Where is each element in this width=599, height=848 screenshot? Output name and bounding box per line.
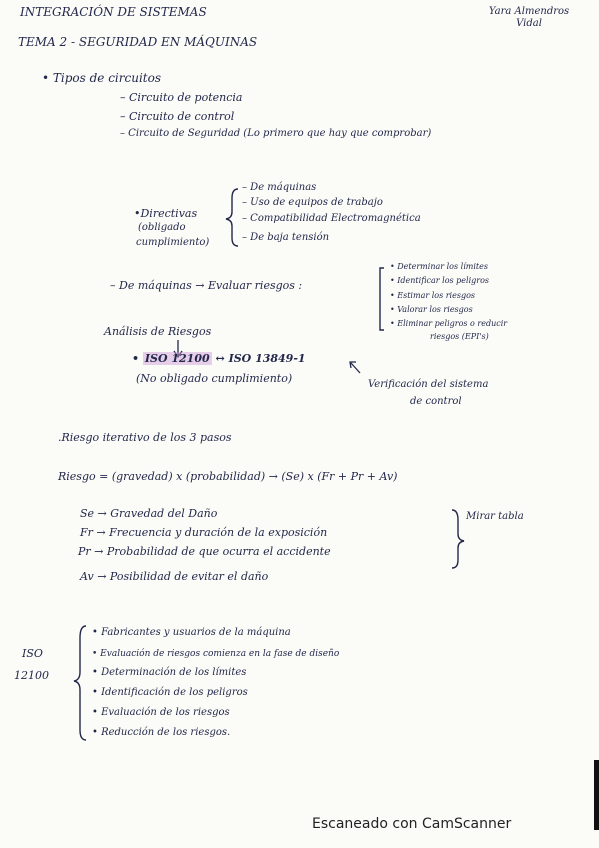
analysis-label: Análisis de Riesgos: [104, 325, 212, 338]
directive-item: – De baja tensión: [242, 232, 330, 243]
risk-term: Av → Posibilidad de evitar el daño: [80, 570, 269, 583]
directive-item: – Uso de equipos de trabajo: [242, 197, 383, 208]
circuit-item: – Circuito de control: [120, 110, 235, 123]
risk-iterative: .Riesgo iterativo de los 3 pasos: [58, 431, 232, 444]
see-table-note: Mirar tabla: [466, 511, 524, 522]
not-mandatory-note: (No obligado cumplimiento): [136, 372, 293, 385]
risk-step: • Determinar los límites: [390, 262, 488, 271]
directives-label: cumplimiento): [136, 237, 210, 248]
iso-brace: [74, 626, 86, 740]
directive-item: – De máquinas: [242, 182, 317, 193]
risk-formula: Riesgo = (gravedad) x (probabilidad) → (Se) x (Fr + Pr + Av): [58, 470, 398, 483]
verification-note: Verificación del sistema: [368, 379, 489, 390]
risk-term: Fr → Frecuencia y duración de la exposición: [80, 526, 328, 539]
subject-title: INTEGRACIÓN DE SISTEMAS: [20, 5, 207, 19]
directive-item: – Compatibilidad Electromagnética: [242, 213, 421, 224]
risk-step: • Estimar los riesgos: [390, 291, 475, 300]
iso-item: • Identificación de los peligros: [92, 687, 248, 698]
iso-13849: ISO 13849-1: [228, 352, 306, 365]
directives-label: •Directivas: [134, 207, 198, 220]
risk-term: Pr → Probabilidad de que ocurra el accidente: [78, 545, 331, 558]
iso-item: • Fabricantes y usuarios de la máquina: [92, 627, 291, 638]
directives-brace: [226, 189, 238, 246]
iso-bullet: •: [132, 352, 140, 365]
risk-term: Se → Gravedad del Daño: [80, 507, 218, 520]
evaluate-bracket: [380, 268, 384, 330]
verification-arrow: [350, 362, 360, 373]
circuit-item: – Circuito de Seguridad (Lo primero que hay que comprobar): [120, 128, 432, 139]
machines-flow: – De máquinas → Evaluar riesgos :: [110, 279, 303, 292]
risk-step: • Eliminar peligros o reducir: [390, 319, 508, 328]
directives-label: (obligado: [138, 222, 186, 233]
circuit-item: – Circuito de potencia: [120, 91, 243, 104]
iso-item: • Evaluación de los riesgos: [92, 707, 230, 718]
iso-item: • Reducción de los riesgos.: [92, 727, 231, 738]
risk-terms-brace: [452, 510, 464, 568]
scanner-watermark: Escaneado con CamScanner: [312, 816, 512, 832]
circuit-types-heading: • Tipos de circuitos: [42, 71, 161, 85]
page-edge-shadow: [594, 760, 599, 830]
iso-arrow: ↔: [215, 352, 225, 365]
iso-label: ISO: [22, 647, 43, 660]
iso-line: [132, 353, 306, 364]
iso-label: 12100: [14, 669, 49, 682]
topic-title: TEMA 2 - SEGURIDAD EN MÁQUINAS: [18, 35, 258, 49]
iso-item: • Evaluación de riesgos comienza en la fase de diseño: [92, 649, 340, 659]
verification-note: de control: [410, 396, 462, 407]
risk-step: • Valorar los riesgos: [390, 305, 473, 314]
iso-item: • Determinación de los límites: [92, 667, 247, 678]
risk-step: • Identificar los peligros: [390, 276, 490, 285]
author-name: Yara Almendros Vidal: [488, 6, 570, 29]
risk-step: riesgos (EPI's): [430, 332, 489, 341]
iso-12100-highlight: ISO 12100: [144, 352, 210, 365]
